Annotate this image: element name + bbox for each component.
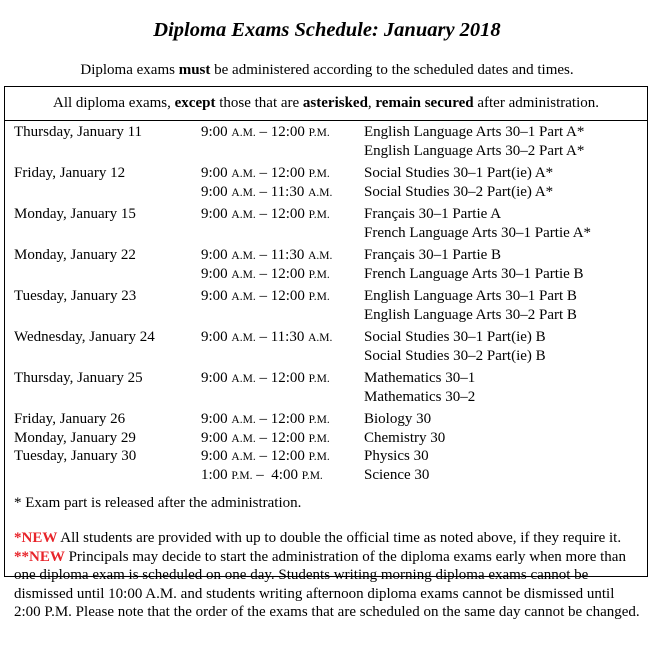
exam-time: 9:00 A.M. – 12:00 P.M. bbox=[201, 370, 330, 386]
exam-day: Monday, January 15 bbox=[14, 206, 136, 222]
security-note bbox=[5, 93, 647, 113]
exam-day: Thursday, January 25 bbox=[14, 370, 143, 386]
exam-name: French Language Arts 30–1 Partie A* bbox=[364, 224, 592, 241]
exam-schedule-table bbox=[14, 123, 644, 484]
note-item bbox=[14, 529, 642, 548]
exam-name: Social Studies 30–1 Part(ie) A* bbox=[364, 165, 554, 181]
exam-time: 9:00 A.M. – 11:30 A.M. bbox=[201, 247, 333, 263]
exam-time: 9:00 A.M. – 11:30 A.M. bbox=[201, 329, 333, 345]
exam-day: Wednesday, January 24 bbox=[14, 329, 155, 345]
exam-name: Physics 30 bbox=[364, 448, 429, 464]
security-note-part: after administration. bbox=[473, 95, 599, 111]
page-title: Diploma Exams Schedule: January 2018 bbox=[153, 19, 501, 41]
exam-times bbox=[201, 123, 364, 160]
intro-text-after: be administered according to the scheduled dates and times. bbox=[210, 62, 574, 78]
exam-name: Science 30 bbox=[364, 466, 430, 483]
new-label: **NEW bbox=[14, 548, 65, 565]
exam-day: Friday, January 26 bbox=[14, 411, 126, 427]
exam-day: Tuesday, January 23 bbox=[14, 288, 137, 304]
table-row bbox=[14, 164, 644, 201]
exam-names bbox=[364, 287, 644, 324]
table-row bbox=[14, 246, 644, 283]
exam-name: Social Studies 30–1 Part(ie) B bbox=[364, 329, 546, 345]
exam-names bbox=[364, 164, 644, 201]
security-note-bold: remain secured bbox=[375, 95, 474, 111]
exam-names bbox=[364, 328, 644, 365]
exam-day: Monday, January 22 bbox=[14, 247, 136, 263]
note-item bbox=[14, 548, 642, 622]
table-row bbox=[14, 205, 644, 242]
exam-name: French Language Arts 30–1 Partie B bbox=[364, 265, 584, 282]
exam-name: English Language Arts 30–2 Part A* bbox=[364, 142, 585, 159]
exam-name: Social Studies 30–2 Part(ie) A* bbox=[364, 183, 554, 200]
exam-name: Chemistry 30 bbox=[364, 429, 446, 446]
exam-names bbox=[364, 205, 644, 242]
exam-day: Thursday, January 11 bbox=[14, 124, 143, 140]
exam-times bbox=[201, 164, 364, 201]
exam-day: Friday, January 12 bbox=[14, 165, 126, 181]
exam-times bbox=[201, 328, 364, 365]
exam-time: 9:00 A.M. – 11:30 A.M. bbox=[201, 183, 333, 200]
table-row bbox=[14, 369, 644, 406]
exam-day: Tuesday, January 30 bbox=[14, 448, 137, 464]
security-note-part: those that are bbox=[215, 95, 303, 111]
security-note-bold: except bbox=[174, 95, 216, 111]
exam-time: 9:00 A.M. – 12:00 P.M. bbox=[201, 288, 330, 304]
new-label: *NEW bbox=[14, 530, 58, 546]
exam-times bbox=[201, 410, 364, 429]
exam-names bbox=[364, 369, 644, 406]
table-row bbox=[14, 447, 644, 484]
exam-times bbox=[201, 447, 364, 484]
security-note-bold: asterisked bbox=[302, 95, 368, 111]
footnote: * Exam part is released after the administration. bbox=[14, 495, 302, 511]
exam-time: 9:00 A.M. – 12:00 P.M. bbox=[201, 124, 330, 140]
exam-name: English Language Arts 30–1 Part A* bbox=[364, 124, 585, 140]
exam-names bbox=[364, 246, 644, 283]
exam-day: Monday, January 29 bbox=[14, 429, 136, 446]
exam-time: 9:00 A.M. – 12:00 P.M. bbox=[201, 448, 330, 464]
exam-names bbox=[364, 447, 644, 484]
exam-name: Mathematics 30–2 bbox=[364, 388, 476, 405]
security-note-part: , bbox=[367, 95, 376, 111]
exam-time: 9:00 A.M. – 12:00 P.M. bbox=[201, 206, 330, 222]
exam-time: 9:00 A.M. – 12:00 P.M. bbox=[201, 265, 330, 282]
divider bbox=[5, 120, 647, 121]
exam-times bbox=[201, 205, 364, 242]
table-row bbox=[14, 123, 644, 160]
security-note-part: All diploma exams, bbox=[52, 95, 175, 111]
exam-names bbox=[364, 410, 644, 429]
exam-time: 9:00 A.M. – 12:00 P.M. bbox=[201, 165, 330, 181]
table-row bbox=[14, 410, 644, 429]
table-row bbox=[14, 429, 644, 448]
exam-name: Français 30–1 Partie B bbox=[364, 247, 502, 263]
exam-name: Mathematics 30–1 bbox=[364, 370, 476, 386]
exam-times bbox=[201, 369, 364, 406]
table-row bbox=[14, 287, 644, 324]
exam-names bbox=[364, 429, 644, 448]
exam-names bbox=[364, 123, 644, 160]
exam-time: 9:00 A.M. – 12:00 P.M. bbox=[201, 411, 330, 427]
table-row bbox=[14, 328, 644, 365]
intro-text-bold: must bbox=[178, 62, 211, 78]
note-text: Principals may decide to start the administration of the diploma exams early when more than one diploma exam is scheduled on one day. Students writing morning diploma exams cannot be dismissed until 10:00 A.M. and students writing afternoon diploma exams cannot be dismissed until 2:00 P.M. Please note that the order of the exams that are scheduled on the same day cannot be changed. bbox=[14, 548, 640, 621]
exam-name: English Language Arts 30–2 Part B bbox=[364, 306, 577, 323]
note-text: All students are provided with up to double the official time as noted above, if they require it. bbox=[57, 530, 622, 546]
exam-name: Social Studies 30–2 Part(ie) B bbox=[364, 347, 546, 364]
exam-times bbox=[201, 287, 364, 324]
notes bbox=[14, 529, 642, 622]
exam-time: 9:00 A.M. – 12:00 P.M. bbox=[201, 429, 330, 446]
exam-name: Français 30–1 Partie A bbox=[364, 206, 502, 222]
exam-name: Biology 30 bbox=[364, 411, 432, 427]
exam-time: 1:00 P.M. – 4:00 P.M. bbox=[201, 466, 323, 483]
exam-times bbox=[201, 429, 364, 448]
intro-text-before: Diploma exams bbox=[80, 62, 179, 78]
intro-text bbox=[0, 60, 654, 80]
exam-name: English Language Arts 30–1 Part B bbox=[364, 288, 577, 304]
exam-times bbox=[201, 246, 364, 283]
